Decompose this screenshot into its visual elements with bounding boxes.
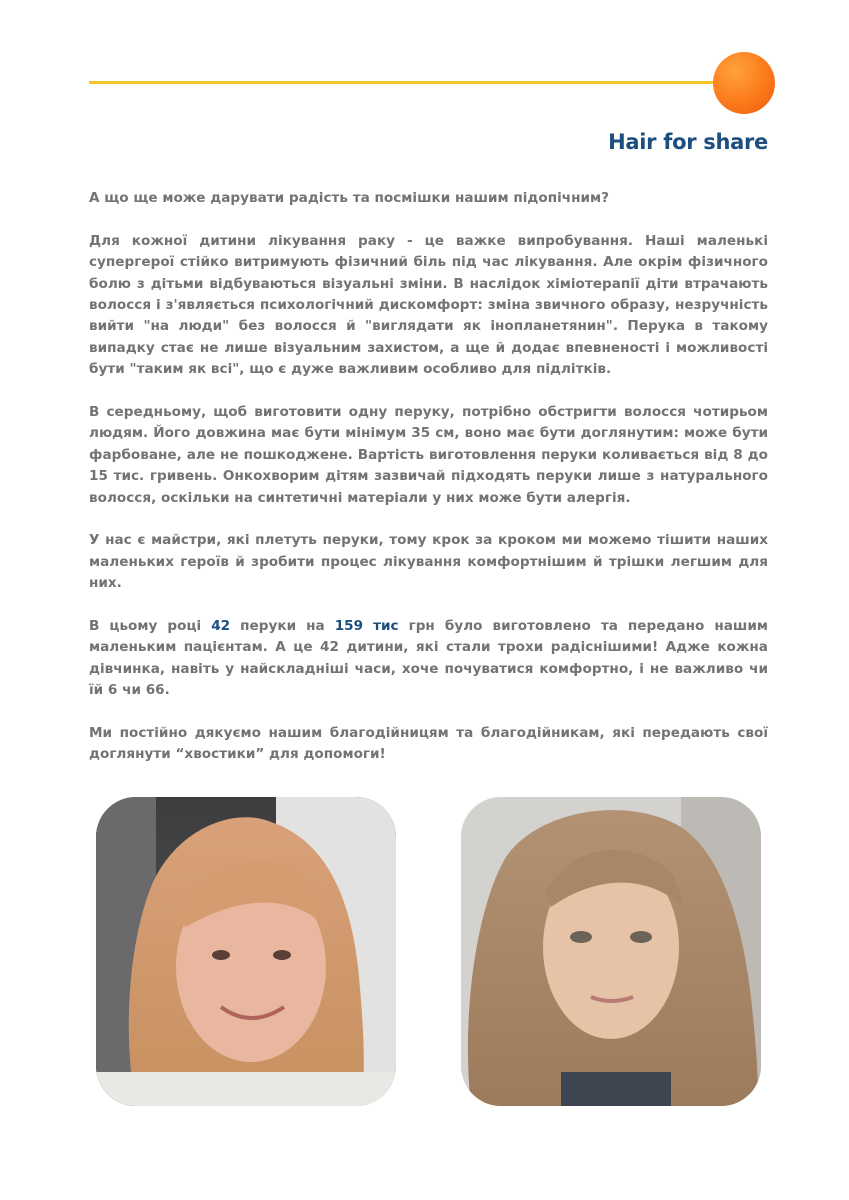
article-body <box>89 188 768 787</box>
wig-count: 42 <box>211 618 231 635</box>
page-title: Hair for share <box>608 130 768 154</box>
photo-girl-smiling <box>96 797 396 1106</box>
paragraph-thanks: Ми постійно дякуємо нашим благодійницям та благодійникам, які передають свої доглянути “хвостики” для допомоги! <box>89 725 768 763</box>
header-rule <box>89 81 739 84</box>
wig-amount: 159 тис <box>334 618 399 635</box>
paragraph-masters: У нас є майстри, які плетуть перуки, тому крок за кроком ми можемо тішити наших маленьких героїв й зробити процес лікування комфортнішим й трішки легшим для них. <box>89 532 768 592</box>
paragraph-intro: А що ще може дарувати радість та посмішки нашим підопічним? <box>89 190 610 206</box>
paragraph-results: В цьому році 42 перуки на 159 тис грн було виготовлено та передано нашим маленьким пацієнтам. А це 42 дитини, які стали трохи радіснішими! Адже кожна дівчинка, навіть у найскладніші часи, хоче почуватися комфортно, і не важливо чи їй 6 чи 66. <box>89 618 768 699</box>
paragraph-wig-making: В середньому, щоб виготовити одну перуку, потрібно обстригти волосся чотирьом людям. Його довжина має бути мінімум 35 см, воно має бути доглянутим: може бути фарбоване, але не пошкоджене. Вартість виготовлення перуки коливається від 8 до 15 тис. гривень. Онкохворим дітям зазвичай підходять перуки лише з натурального волосся, оскільки на синтетичні матеріали у них може бути алергія. <box>89 404 768 506</box>
paragraph-treatment: Для кожної дитини лікування раку - це важке випробування. Наші маленькі супергерої стійко витримують фізичний біль під час лікування. Але окрім фізичного болю з дітьми відбуваються візуальні зміни. В наслідок хіміотерапії діти втрачають волосся і з'являється психологічний дискомфорт: зміна звичного образу, незручність вийти "на люди" без волосся й "виглядати як інопланетянин". Перука в такому випадку стає не лише візуальним захистом, а ще й додає впевненості і можливості бути "таким як всі", що є дуже важливим особливо для підлітків. <box>89 232 768 378</box>
photo-girl-long-hair <box>461 797 761 1106</box>
orange-circle-decoration <box>713 52 775 114</box>
